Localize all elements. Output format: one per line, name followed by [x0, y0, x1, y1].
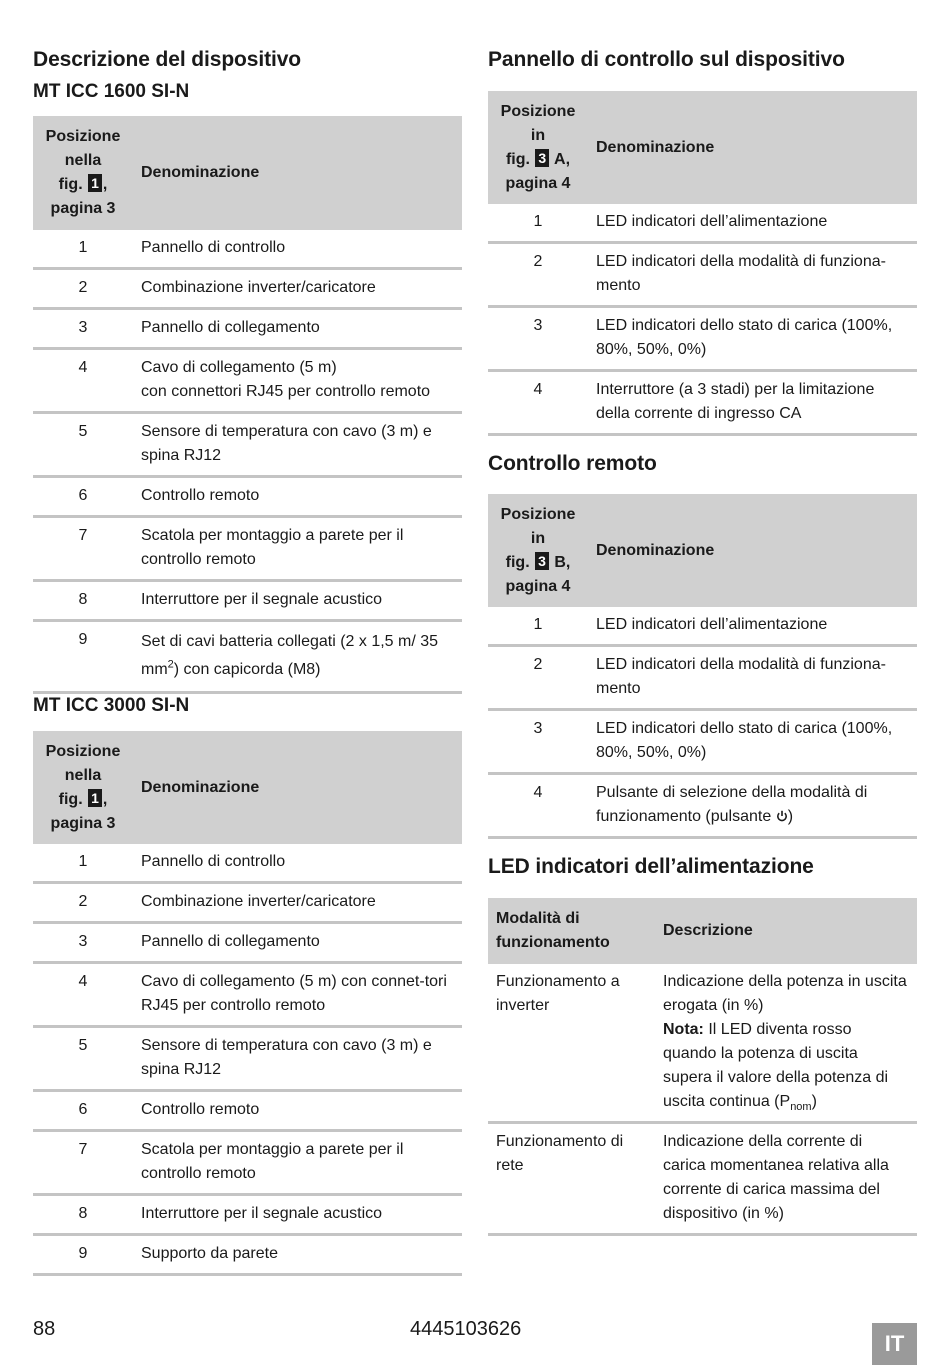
table-power-leds	[488, 898, 917, 1236]
header-description: Descrizione	[655, 898, 917, 964]
row-number: 7	[33, 1131, 133, 1195]
row-description	[655, 964, 917, 1123]
table-row	[33, 230, 462, 269]
document-code: 4445103626	[410, 1318, 522, 1340]
header-pos-text: Posizione nella	[45, 128, 121, 169]
row-description: Interruttore (a 3 stadi) per la limitazione della corrente di ingresso CA	[588, 371, 917, 435]
note-label: Nota:	[663, 1021, 704, 1038]
table-row	[488, 204, 917, 243]
row-mode: Funzionamento a inverter	[488, 964, 655, 1123]
table-remote-control	[488, 494, 917, 839]
table-row	[33, 269, 462, 309]
row-description: Scatola per montaggio a parete per il controllo remoto	[133, 1131, 462, 1195]
header-fig-label: fig.	[505, 150, 530, 168]
header-page: pagina 3	[50, 814, 116, 832]
table-row	[488, 243, 917, 307]
row-number: 8	[33, 581, 133, 621]
row-description-line1: Cavo di collegamento (5 m)	[141, 359, 337, 376]
row-description: LED indicatori dello stato di carica (100%, 80%, 50%, 0%)	[588, 710, 917, 774]
table-row	[33, 517, 462, 581]
figure-ref-badge: 3	[535, 149, 549, 167]
row-number: 4	[488, 774, 588, 838]
table-row	[33, 1195, 462, 1235]
header-fig-suffix: A,	[554, 150, 571, 168]
header-fig-label: fig.	[505, 553, 530, 571]
row-description	[133, 349, 462, 413]
row-description-end: )	[787, 808, 794, 825]
row-description-text: Set di cavi batteria collegati (2 x 1,5 m/ 35 mm	[141, 633, 439, 678]
row-description: Pannello di controllo	[133, 844, 462, 883]
section-title-power-leds: LED indicatori dell’alimentazione	[488, 855, 814, 878]
table-row	[33, 1027, 462, 1091]
table-row	[488, 774, 917, 838]
row-number: 5	[33, 1027, 133, 1091]
table-row	[488, 710, 917, 774]
table-row	[488, 1123, 917, 1235]
row-number: 3	[33, 309, 133, 349]
row-number: 3	[488, 710, 588, 774]
row-description: Scatola per montaggio a parete per il controllo remoto	[133, 517, 462, 581]
row-number: 1	[33, 844, 133, 883]
row-number: 4	[488, 371, 588, 435]
row-number: 3	[488, 307, 588, 371]
row-description: LED indicatori dell’alimentazione	[588, 204, 917, 243]
row-description: Controllo remoto	[133, 477, 462, 517]
row-description: Pannello di controllo	[133, 230, 462, 269]
section-title-remote-control: Controllo remoto	[488, 452, 657, 475]
row-number: 5	[33, 413, 133, 477]
header-comma: ,	[102, 176, 108, 193]
header-fig-suffix: B,	[554, 553, 571, 571]
row-number: 3	[33, 923, 133, 963]
row-description: Supporto da parete	[133, 1235, 462, 1275]
power-icon	[776, 810, 788, 822]
subscript: nom	[790, 1101, 812, 1114]
row-description: Indicazione della corrente di carica momentanea relativa alla corrente di carica massima del dispositivo (in %)	[655, 1123, 917, 1235]
table-row	[33, 923, 462, 963]
row-description-text: Indicazione della potenza in uscita erogata (in %)	[663, 973, 907, 1014]
row-number: 4	[33, 963, 133, 1027]
row-description: Combinazione inverter/caricatore	[133, 269, 462, 309]
table-row	[33, 581, 462, 621]
header-page: pagina 4	[505, 577, 571, 595]
section-title-device-description: Descrizione del dispositivo	[33, 48, 302, 71]
row-number: 9	[33, 621, 133, 693]
row-mode: Funzionamento di rete	[488, 1123, 655, 1235]
row-number: 2	[33, 269, 133, 309]
row-description-text: Pulsante di selezione della modalità di funzionamento (pulsante	[596, 784, 868, 825]
table-row	[488, 307, 917, 371]
header-pos-text: Posizione in	[500, 102, 576, 144]
row-description-end: ) con capicorda (M8)	[173, 661, 321, 678]
table-mt-icc-1600	[33, 116, 462, 694]
header-page: pagina 3	[50, 200, 116, 217]
row-number: 9	[33, 1235, 133, 1275]
row-description: Interruttore per il segnale acustico	[133, 1195, 462, 1235]
row-description-line2: con connettori RJ45 per controllo remoto	[141, 383, 431, 400]
row-number: 6	[33, 1091, 133, 1131]
table-row	[33, 844, 462, 883]
row-description: Pannello di collegamento	[133, 923, 462, 963]
table-row	[33, 1131, 462, 1195]
header-pos-text: Posizione nella	[45, 742, 121, 784]
header-denomination: Denominazione	[588, 91, 917, 204]
row-description: Combinazione inverter/caricatore	[133, 883, 462, 923]
header-position	[488, 494, 588, 607]
row-note	[663, 1018, 909, 1114]
header-mode: Modalità di funzionamento	[488, 898, 655, 964]
row-number: 7	[33, 517, 133, 581]
header-position	[33, 731, 133, 844]
figure-ref-badge: 3	[535, 552, 549, 570]
row-description	[133, 621, 462, 693]
header-position	[488, 91, 588, 204]
row-number: 6	[33, 477, 133, 517]
header-denomination: Denominazione	[133, 731, 462, 844]
table-row	[488, 371, 917, 435]
row-number: 1	[488, 204, 588, 243]
table-row	[33, 1091, 462, 1131]
row-number: 4	[33, 349, 133, 413]
table-row	[33, 477, 462, 517]
header-page: pagina 4	[505, 174, 571, 192]
row-description: Sensore di temperatura con cavo (3 m) e spina RJ12	[133, 413, 462, 477]
row-number: 1	[488, 607, 588, 646]
figure-ref-badge: 1	[88, 789, 102, 807]
row-description: Controllo remoto	[133, 1091, 462, 1131]
row-number: 2	[488, 646, 588, 710]
row-description: LED indicatori dello stato di carica (100%, 80%, 50%, 0%)	[588, 307, 917, 371]
header-denomination: Denominazione	[133, 116, 462, 230]
row-number: 1	[33, 230, 133, 269]
row-number: 8	[33, 1195, 133, 1235]
table-row	[33, 1235, 462, 1275]
table-row	[33, 413, 462, 477]
table-control-panel	[488, 91, 917, 436]
table-row	[33, 621, 462, 693]
table-row	[488, 607, 917, 646]
row-number: 2	[488, 243, 588, 307]
row-description	[588, 774, 917, 838]
table-mt-icc-3000	[33, 731, 462, 1276]
row-description: Interruttore per il segnale acustico	[133, 581, 462, 621]
table-row	[33, 963, 462, 1027]
table-row	[488, 964, 917, 1123]
language-badge: IT	[872, 1323, 917, 1365]
header-position	[33, 116, 133, 230]
row-description: LED indicatori della modalità di funziona-mento	[588, 646, 917, 710]
header-pos-text: Posizione in	[500, 505, 576, 547]
header-denomination: Denominazione	[588, 494, 917, 607]
table-row	[33, 349, 462, 413]
header-fig-label: fig.	[58, 176, 83, 193]
figure-ref-badge: 1	[88, 174, 102, 192]
section-title-control-panel: Pannello di controllo sul dispositivo	[488, 48, 845, 71]
header-comma: ,	[102, 790, 108, 808]
table1-title: MT ICC 1600 SI-N	[33, 81, 190, 102]
note-text: Il LED diventa rosso quando la potenza di uscita supera il valore della potenza di uscita continua (P	[663, 1021, 889, 1110]
row-description: LED indicatori dell’alimentazione	[588, 607, 917, 646]
note-end: )	[811, 1093, 817, 1110]
row-description: Sensore di temperatura con cavo (3 m) e spina RJ12	[133, 1027, 462, 1091]
table-row	[33, 309, 462, 349]
page-number: 88	[33, 1318, 56, 1340]
superscript: 2	[167, 658, 174, 671]
table-row	[488, 646, 917, 710]
header-fig-label: fig.	[58, 790, 83, 808]
row-description: Pannello di collegamento	[133, 309, 462, 349]
row-description: LED indicatori della modalità di funziona-mento	[588, 243, 917, 307]
table-row	[33, 883, 462, 923]
table2-title: MT ICC 3000 SI-N	[33, 695, 190, 716]
row-number: 2	[33, 883, 133, 923]
row-description: Cavo di collegamento (5 m) con connet-tori RJ45 per controllo remoto	[133, 963, 462, 1027]
